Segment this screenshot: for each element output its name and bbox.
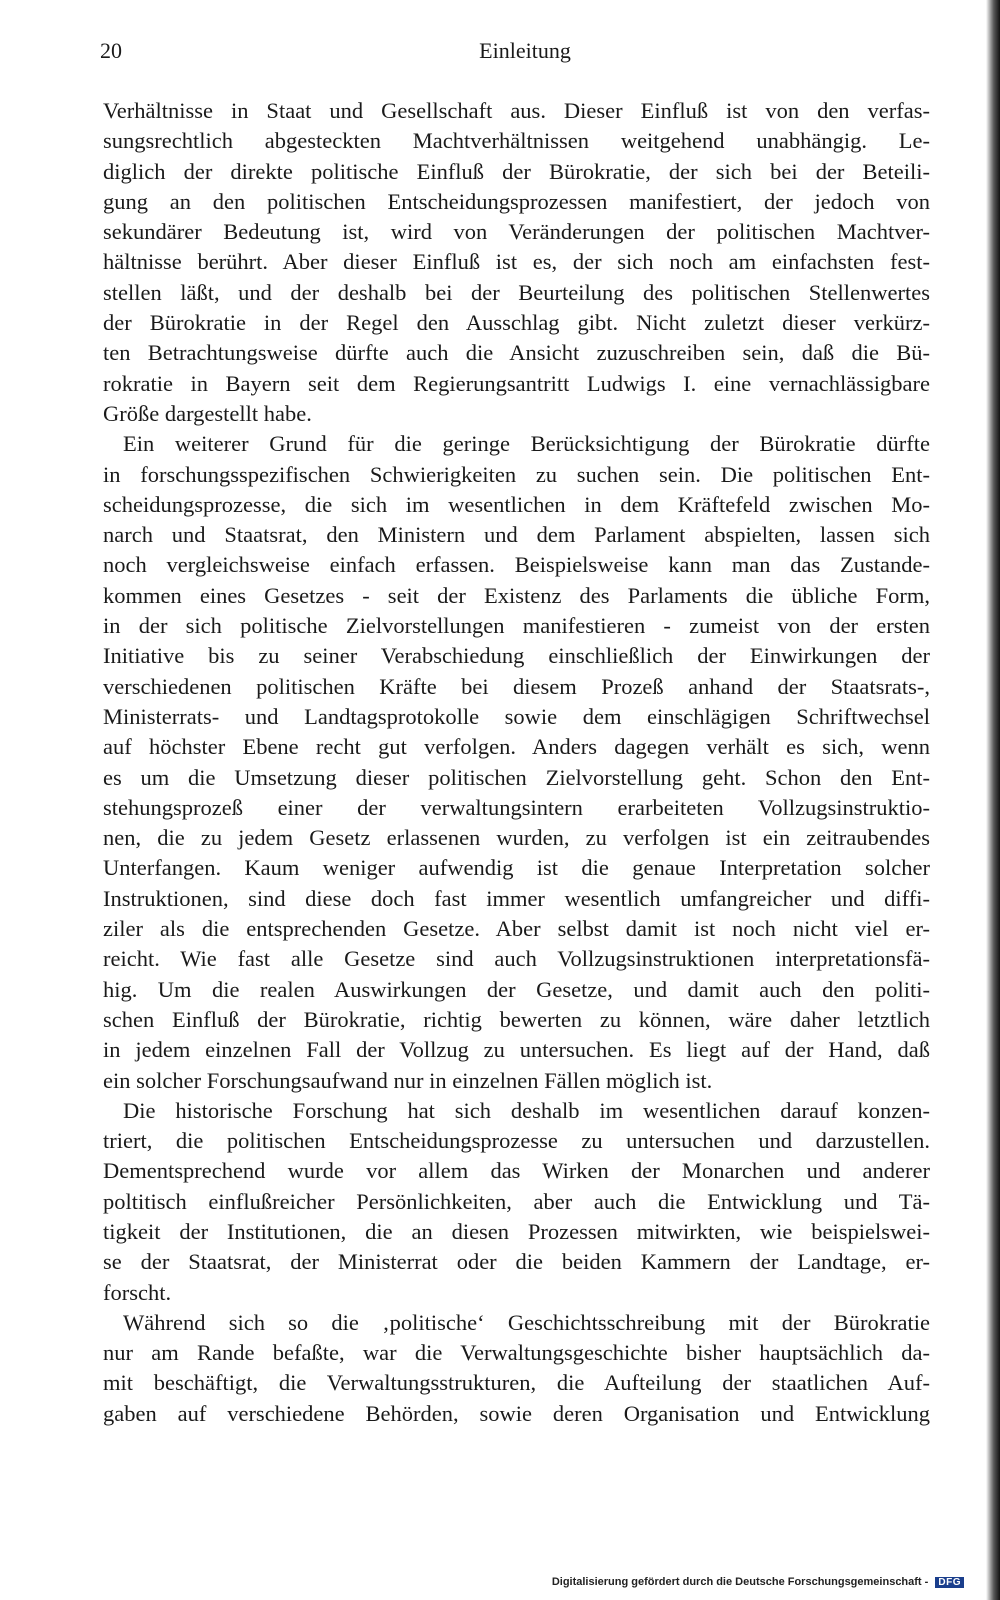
text-line: gaben auf verschiedene Behörden, sowie deren Organisation und Entwicklung [103,1400,930,1426]
page-number: 20 [100,38,122,63]
dfg-badge: DFG [935,1577,964,1588]
body-text [103,96,930,1429]
text-line: forscht. [103,1279,172,1305]
text-line: Verhältnisse in Staat und Gesellschaft aus. Dieser Einfluß ist von den verfas- [103,98,930,123]
text-line: Initiative bis zu seiner Verabschiedung einschließlich der Einwirkungen der [103,643,930,669]
text-line: narch und Staatsrat, den Ministern und dem Parlament abspielten, lassen sich [103,522,930,548]
text-line: hig. Um die realen Auswirkungen der Gesetze, und damit auch den politi- [103,976,930,1002]
text-line: nen, die zu jedem Gesetz erlassenen wurden, zu verfolgen ist ein zeitraubendes [103,825,930,851]
text-line: ten Betrachtungsweise dürfte auch die Ansicht zuzuschreiben sein, daß die Bü- [103,340,930,366]
text-line: mit beschäftigt, die Verwaltungsstrukturen, die Aufteilung der staatlichen Auf- [103,1370,930,1396]
text-line: poltitisch einflußreicher Persönlichkeiten, aber auch die Entwicklung und Tä- [103,1188,930,1214]
text-line: stehungsprozeß einer der verwaltungsintern erarbeiteten Vollzugsinstruktio- [103,794,930,820]
text-line: in jedem einzelnen Fall der Vollzug zu untersuchen. Es liegt auf der Hand, daß [103,1037,930,1063]
text-line: es um die Umsetzung dieser politischen Zielvorstellung geht. Schon den Ent- [103,764,930,790]
text-line: reicht. Wie fast alle Gesetze sind auch Vollzugsinstruktionen interpretationsfä- [103,946,930,972]
text-line: in forschungsspezifischen Schwierigkeiten zu suchen sein. Die politischen Ent- [103,461,930,487]
text-line: sekundärer Bedeutung ist, wird von Veränderungen der politischen Machtver- [103,219,930,245]
text-line: stellen läßt, und der deshalb bei der Beurteilung des politischen Stellenwertes [103,279,930,305]
text-line: rokratie in Bayern seit dem Regierungsantritt Ludwigs I. eine vernachlässigbare [103,370,930,396]
text-line: Ein weiterer Grund für die geringe Berücksichtigung der Bürokratie dürfte [123,431,930,457]
footer-text: Digitalisierung gefördert durch die Deutsche Forschungsgemeinschaft - [551,1576,929,1588]
page-header [100,38,930,68]
text-line: auf höchster Ebene recht gut verfolgen. Anders dagegen verhält es sich, wenn [103,734,930,760]
text-line: verschiedenen politischen Kräfte bei diesem Prozeß anhand der Staatsrats-, [103,673,930,699]
text-line: triert, die politischen Entscheidungsprozesse zu untersuchen und darzustellen. [103,1128,930,1154]
text-line: Dementsprechend wurde vor allem das Wirken der Monarchen und anderer [103,1158,930,1184]
digitization-footer [552,1576,964,1588]
text-line: tigkeit der Institutionen, die an diesen Prozessen mitwirkten, wie beispielswei- [103,1218,930,1244]
text-line: noch vergleichsweise einfach erfassen. Beispielsweise kann man das Zustande- [103,552,930,578]
text-line: se der Staatsrat, der Ministerrat oder die beiden Kammern der Landtage, er- [103,1249,930,1275]
text-line: kommen eines Gesetzes - seit der Existenz des Parlaments die übliche Form, [103,582,930,608]
text-line: hältnisse berührt. Aber dieser Einfluß ist es, der sich noch am einfachsten fest- [103,249,930,275]
text-line: ziler als die entsprechenden Gesetze. Aber selbst damit ist noch nicht viel er- [103,916,930,942]
text-line: Ministerrats- und Landtagsprotokolle sowie dem einschlägigen Schriftwechsel [103,703,930,729]
text-line: Die historische Forschung hat sich deshalb im wesentlichen darauf konzen- [123,1097,930,1123]
text-line: diglich der direkte politische Einfluß der Bürokratie, der sich bei der Beteili- [103,158,930,184]
text-line: Während sich so die ‚politische‘ Geschichtsschreibung mit der Bürokratie [123,1309,930,1335]
text-line: ein solcher Forschungsaufwand nur in einzelnen Fällen möglich ist. [103,1067,713,1093]
text-line: in der sich politische Zielvorstellungen manifestieren - zumeist von der ersten [103,613,930,639]
running-head: Einleitung [479,38,571,63]
text-line: Unterfangen. Kaum weniger aufwendig ist die genaue Interpretation solcher [103,855,930,881]
text-line: sungsrechtlich abgesteckten Machtverhältnissen weitgehend unabhängig. Le- [103,128,930,154]
page-edge-shadow [986,0,1000,1600]
text-line: schen Einfluß der Bürokratie, richtig bewerten zu können, wäre daher letztlich [103,1006,930,1032]
text-line: gung an den politischen Entscheidungsprozessen manifestiert, der jedoch von [103,188,930,214]
text-line: nur am Rande befaßte, war die Verwaltungsgeschichte bisher hauptsächlich da- [103,1340,930,1366]
text-line: Größe dargestellt habe. [103,400,312,426]
text-line: der Bürokratie in der Regel den Ausschlag gibt. Nicht zuletzt dieser verkürz- [103,310,930,336]
text-line: scheidungsprozesse, die sich im wesentlichen in dem Kräftefeld zwischen Mo- [103,491,930,517]
text-line: Instruktionen, sind diese doch fast immer wesentlich umfangreicher und diffi- [103,885,930,911]
